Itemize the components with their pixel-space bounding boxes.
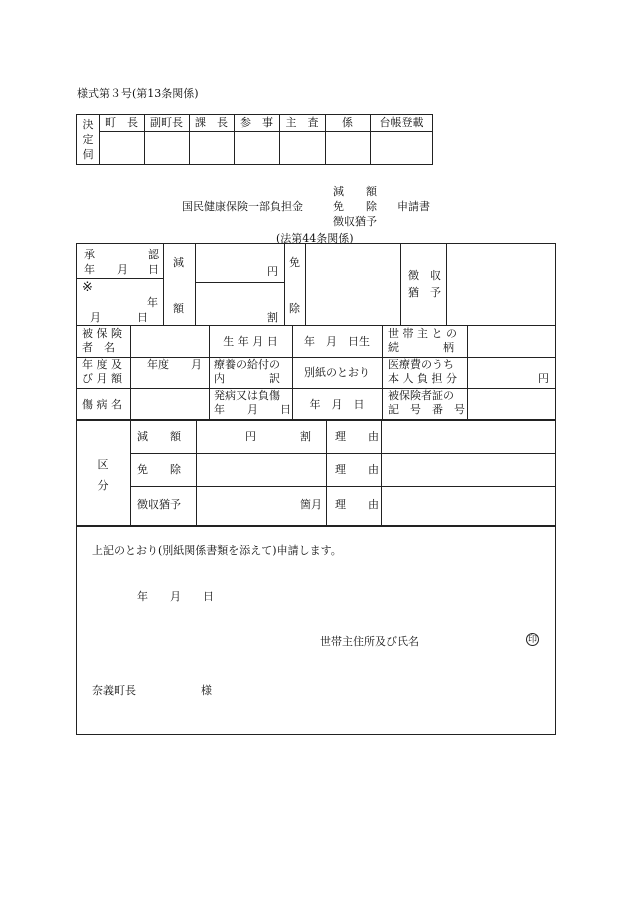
note-day: 日 xyxy=(137,311,148,324)
deferral-label-2: 猶 予 xyxy=(408,286,441,299)
reduction-label-2: 額 xyxy=(173,302,184,315)
category-deferral: 徴収猶予 xyxy=(137,498,181,511)
relationship-label-2: 続 柄 xyxy=(388,341,454,354)
onset-date-label-2: 年 月 日 xyxy=(214,403,291,416)
fiscal-year-label-1: 年 度 及 xyxy=(82,358,122,371)
approval-row-label-3: 伺 xyxy=(82,148,94,161)
deferral-label-1: 徴 収 xyxy=(408,269,441,282)
insurance-card-label-1: 被保険者証の xyxy=(388,389,454,402)
category-exemption: 免 除 xyxy=(137,463,181,476)
approval-label-b: 認 xyxy=(148,248,159,261)
insurance-card-label-2: 記 号 番 号 xyxy=(388,403,465,416)
category-label-2: 分 xyxy=(97,479,109,492)
application-date: 年 月 日 xyxy=(137,590,214,603)
category-deferral-months: 箇月 xyxy=(300,498,322,511)
form-title: 国民健康保険一部負担金 xyxy=(182,200,303,213)
approval-row-label-2: 定 xyxy=(82,133,94,146)
approval-col-section-chief: 課 長 xyxy=(195,116,228,129)
relationship-label-1: 世 帯 主 と の xyxy=(388,327,457,340)
treatment-breakdown-label-1: 療養の給付の xyxy=(214,358,280,371)
title-option-exemption: 免 除 xyxy=(333,200,377,213)
approval-day: 日 xyxy=(148,263,159,276)
note-year: 年 xyxy=(147,296,158,309)
category-reduction-wari: 割 xyxy=(300,430,311,443)
category-exemption-reason: 理 由 xyxy=(335,463,379,476)
approval-label-a: 承 xyxy=(84,248,95,261)
insured-name-label-1: 被 保 険 xyxy=(82,327,122,340)
illness-name-label: 傷 病 名 xyxy=(82,398,122,411)
approval-col-mayor: 町 長 xyxy=(105,116,138,129)
seal-mark: 印 xyxy=(527,635,537,645)
approval-row-label-1: 決 xyxy=(82,118,94,131)
approval-col-deputy-mayor: 副町長 xyxy=(150,116,183,129)
insured-name-label-2: 者 名 xyxy=(82,341,115,354)
category-reduction: 減 額 xyxy=(137,430,181,443)
law-reference: (法第44条関係) xyxy=(276,232,354,245)
approval-col-staff: 係 xyxy=(342,116,353,129)
category-deferral-reason: 理 由 xyxy=(335,498,379,511)
note-mark: ※ xyxy=(82,280,93,295)
category-label-1: 区 xyxy=(97,458,109,471)
exemption-label-1: 免 xyxy=(289,256,300,269)
note-month: 月 xyxy=(90,311,101,324)
approval-month: 月 xyxy=(117,263,128,276)
approval-col-ledger: 台帳登載 xyxy=(379,116,424,129)
title-option-deferral: 徴収猶予 xyxy=(333,215,377,228)
applicant-label: 世帯主住所及び氏名 xyxy=(320,635,419,648)
category-reduction-reason: 理 由 xyxy=(335,430,379,443)
self-pay-label-2: 本 人 負 担 分 xyxy=(388,372,457,385)
onset-date-label-1: 発病又は負傷 xyxy=(214,389,280,402)
treatment-breakdown-value: 別紙のとおり xyxy=(304,366,370,379)
exemption-label-2: 除 xyxy=(289,302,300,315)
addressee: 奈義町長 xyxy=(92,684,136,697)
title-option-reduction: 減 額 xyxy=(333,185,377,198)
reduction-yen: 円 xyxy=(267,265,278,278)
treatment-breakdown-label-2: 内 訳 xyxy=(214,372,280,385)
approval-col-councilor: 参 事 xyxy=(240,116,273,129)
fiscal-year-label-2: び 月 額 xyxy=(82,372,122,385)
category-reduction-yen: 円 xyxy=(245,430,256,443)
title-suffix: 申請書 xyxy=(397,200,430,213)
birthdate-value: 年 月 日生 xyxy=(304,335,370,348)
reduction-label-1: 減 xyxy=(173,256,184,269)
honorific: 様 xyxy=(201,684,212,697)
self-pay-yen: 円 xyxy=(538,372,549,385)
self-pay-label-1: 医療費のうち xyxy=(388,358,454,371)
birthdate-label: 生 年 月 日 xyxy=(223,335,278,348)
form-number: 様式第３号(第13条関係) xyxy=(77,87,199,100)
approval-year: 年 xyxy=(84,263,95,276)
reduction-wari: 割 xyxy=(267,311,278,324)
approval-col-chief-clerk: 主 査 xyxy=(285,116,319,129)
fiscal-year-value: 年度 月 xyxy=(147,358,202,371)
onset-date-value: 年 月 日 xyxy=(309,398,365,411)
application-statement: 上記のとおり(別紙関係書類を添えて)申請します。 xyxy=(92,544,342,557)
